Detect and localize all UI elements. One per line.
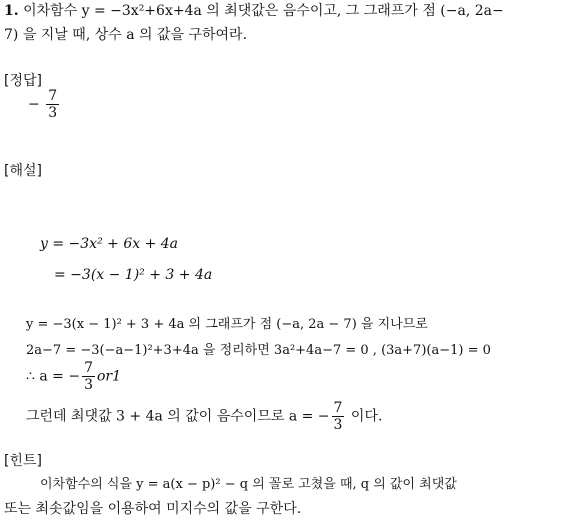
hint-line-1: 이차함수의 식을 y = a(x − p)² − q 의 꼴로 고쳤을 때, q 의 값이 최댓값 xyxy=(40,477,457,492)
solution-line-6-fraction xyxy=(332,400,345,433)
solution-line-5-num: 7 xyxy=(84,360,93,376)
solution-line-6-den: 3 xyxy=(333,417,343,433)
hint-line-2: 또는 최솟값임을 이용하여 미지수의 값을 구한다. xyxy=(4,501,302,517)
answer-denominator: 3 xyxy=(48,105,58,121)
answer-fraction xyxy=(46,88,59,121)
solution-line-6 xyxy=(26,400,382,433)
answer-numerator: 7 xyxy=(48,88,58,104)
solution-line-3: y = −3(x − 1)² + 3 + 4a 의 그래프가 점 (−a, 2a − 7) 을 지나므로 xyxy=(26,317,428,332)
hint-label: [힌트] xyxy=(4,453,42,469)
solution-eq-2: = −3(x − 1)² + 3 + 4a xyxy=(54,267,213,283)
solution-line-6-num: 7 xyxy=(333,400,343,416)
solution-label: [해설] xyxy=(4,163,42,179)
problem-line-1 xyxy=(4,2,504,20)
solution-line-4: 2a−7 = −3(−a−1)²+3+4a 을 정리하면 3a²+4a−7 = 0 , (3a+7)(a−1) = 0 xyxy=(26,343,491,358)
solution-line-6-prefix: 그런데 최댓값 3 + 4a 의 값이 음수이므로 a = − xyxy=(26,408,330,425)
solution-line-5-suffix: or1 xyxy=(97,368,122,385)
problem-number: 1. xyxy=(4,3,19,19)
solution-line-5-prefix: ∴ a = − xyxy=(26,368,81,385)
answer-value xyxy=(28,88,61,121)
solution-line-5-fraction xyxy=(82,360,95,393)
answer-sign: − xyxy=(28,96,40,113)
solution-eq-1: y = −3x² + 6x + 4a xyxy=(40,236,179,252)
solution-line-5-den: 3 xyxy=(84,377,93,393)
problem-line-2: 7) 을 지날 때, 상수 a 의 값을 구하여라. xyxy=(4,27,248,43)
solution-line-5 xyxy=(26,360,121,393)
answer-label: [정답] xyxy=(4,73,42,89)
problem-text-1: 이차함수 y = −3x²+6x+4a 의 최댓값은 음수이고, 그 그래프가 점 (−a, 2a− xyxy=(23,3,504,19)
solution-line-6-suffix: 이다. xyxy=(346,408,383,425)
